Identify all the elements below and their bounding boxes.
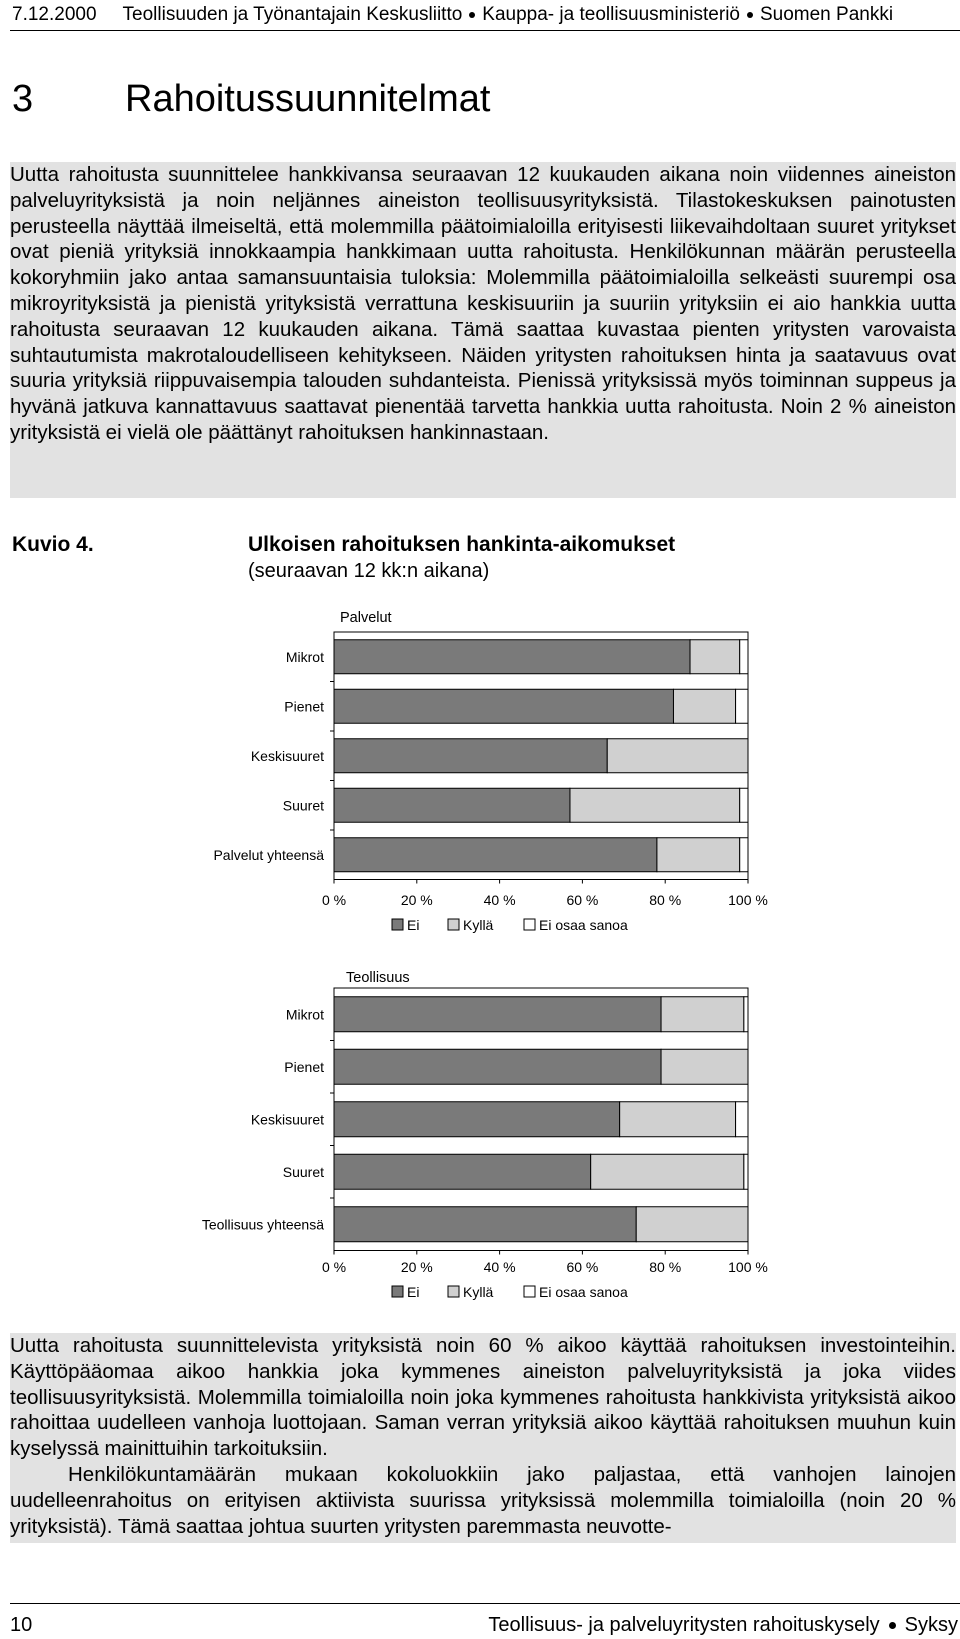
x-tick-label: 40 % [483, 1259, 516, 1275]
legend-label-ei-osaa-sanoa: Ei osaa sanoa [539, 917, 628, 933]
bar-ei-keskisuuret [334, 739, 607, 773]
x-tick-label: 80 % [649, 892, 682, 908]
section-heading [12, 76, 490, 122]
bar-ei-osaa-sanoa-keskisuuret [736, 1102, 748, 1137]
legend-label-ei-osaa-sanoa: Ei osaa sanoa [539, 1284, 628, 1300]
category-label: Keskisuuret [250, 1111, 324, 1128]
category-label: Suuret [282, 1163, 324, 1180]
category-label: Pienet [284, 698, 324, 715]
category-label: Teollisuus yhteensä [201, 1216, 324, 1233]
figure-label: Kuvio 4. [12, 533, 94, 556]
bar-ei-osaa-sanoa-suuret [744, 1154, 748, 1189]
bar-kyll-pienet [673, 689, 735, 723]
x-tick-label: 0 % [321, 892, 347, 908]
x-tick-label: 40 % [483, 892, 516, 908]
x-tick-label: 20 % [400, 892, 433, 908]
bar-kyll-mikrot [690, 640, 740, 674]
legend-swatch-ei-osaa-sanoa [524, 919, 535, 930]
x-tick-label: 60 % [566, 1259, 599, 1275]
bar-ei-palvelut-yhteens [334, 838, 657, 872]
footer-season: Syksy [904, 1614, 958, 1636]
footer-rule [10, 1603, 960, 1604]
paragraph-2b: Henkilökuntamäärän mukaan kokoluokkiin jako paljastaa, että vanhojen lainojen uudelleenrahoitus on erityisen aktiivista suurissa yrityksissä molemmilla toimialoilla (noin 20 % yrityksistä). Tämä saattaa johtua suurten yritysten paremmasta neuvotte- [10, 1462, 956, 1538]
header-org-3: Suomen Pankki [759, 4, 894, 25]
page-number: 10 [10, 1614, 33, 1636]
bar-ei-suuret [334, 788, 570, 822]
chart-title: Palvelut [340, 610, 392, 626]
bullet-dot-icon [889, 1622, 896, 1629]
page-footer [10, 1612, 960, 1639]
page-header [12, 0, 960, 30]
header-rule [10, 30, 960, 31]
section-title: Rahoitussuunnitelmat [125, 78, 491, 120]
legend-label-kyll: Kyllä [463, 1284, 494, 1300]
legend-swatch-kyll [448, 919, 459, 930]
chart-palvelut [0, 600, 960, 945]
bar-kyll-keskisuuret [620, 1102, 736, 1137]
bar-ei-mikrot [334, 640, 690, 674]
x-tick-label: 100 % [728, 1259, 768, 1275]
footer-publication: Teollisuus- ja palveluyritysten rahoituskysely [488, 1614, 880, 1636]
paragraph-2 [10, 1333, 956, 1543]
bar-ei-osaa-sanoa-suuret [740, 788, 748, 822]
bar-ei-teollisuus-yhteens [334, 1207, 636, 1242]
header-date: 7.12.2000 [12, 4, 97, 25]
bar-kyll-keskisuuret [607, 739, 748, 773]
category-label: Pienet [284, 1058, 324, 1075]
bar-ei-osaa-sanoa-palvelut-yhteens [740, 838, 748, 872]
section-number: 3 [12, 78, 34, 120]
category-label: Suuret [282, 797, 324, 814]
paragraph-2a: Uutta rahoitusta suunnittelevista yrityksistä noin 60 % aikoo käyttää rahoituksen investointeihin. Käyttöpääomaa aikoo hankkia joka kymmenes aineiston palveluyrityksistä ja joka viides teollisuusyrityksistä. Molemmilla toimialoilla noin joka kymmenes rahoitusta hankkivista yrityksistä aikoo rahoittaa uudelleen vanhoja luottojaan. Saman verran yrityksiä aikoo käyttää rahoituksen muuhun kuin kyselyssä mainittuihin tarkoituksiin. [10, 1334, 956, 1461]
legend-swatch-ei [392, 919, 403, 930]
bar-ei-osaa-sanoa-mikrot [740, 640, 748, 674]
bar-kyll-suuret [570, 788, 740, 822]
category-label: Mikrot [285, 648, 324, 665]
bar-ei-pienet [334, 689, 673, 723]
category-label: Mikrot [285, 1006, 324, 1023]
figure-subtitle: (seuraavan 12 kk:n aikana) [248, 560, 490, 582]
bar-ei-pienet [334, 1049, 661, 1084]
bar-kyll-pienet [661, 1049, 748, 1084]
x-tick-label: 20 % [400, 1259, 433, 1275]
bar-kyll-palvelut-yhteens [657, 838, 740, 872]
x-tick-label: 100 % [728, 892, 768, 908]
bar-ei-keskisuuret [334, 1102, 620, 1137]
legend-swatch-ei [392, 1286, 403, 1297]
category-label: Palvelut yhteensä [213, 846, 324, 863]
legend-label-kyll: Kyllä [463, 917, 494, 933]
bar-ei-osaa-sanoa-mikrot [744, 997, 748, 1032]
header-org-1: Teollisuuden ja Työnantajain Keskusliitto [122, 4, 463, 25]
x-tick-label: 0 % [321, 1259, 347, 1275]
category-label: Keskisuuret [250, 747, 324, 764]
bullet-dot-icon [747, 12, 753, 18]
bar-kyll-teollisuus-yhteens [636, 1207, 748, 1242]
legend-label-ei: Ei [407, 1284, 420, 1300]
chart-title: Teollisuus [346, 970, 410, 986]
x-tick-label: 80 % [649, 1259, 682, 1275]
bullet-dot-icon [469, 12, 475, 18]
legend-swatch-ei-osaa-sanoa [524, 1286, 535, 1297]
paragraph-1: Uutta rahoitusta suunnittelee hankkivansa seuraavan 12 kuukauden aikana noin viidennes aineiston palveluyrityksistä ja noin neljännes aineiston teollisuusyrityksistä. Tilastokeskuksen painotusten perusteella näyttää ilmeiseltä, että molemmilla päätoimialoilla erityisesti liikevaihdoltaan suuret yritykset ovat pieniä yrityksiä innokkaampia hankkimaan uutta rahoitusta. Henkilökunnan määrän perusteella kokoryhmiin jako antaa samansuuntaisia tuloksia: Molemmilla päätoimialoilla selkeästi suurempi osa mikroyrityksistä ja pienistä yrityksistä verrattuna keskisuuriin ja suuriin yrityksiin ei aio hankkia uutta rahoitusta seuraavan 12 kuukauden aikana. Tämä saattaa kuvastaa pienten yritysten varovaista suhtautumista makrotaloudelliseen kehitykseen. Näiden yritysten rahoituksen hinta ja saatavuus ovat suuria yrityksiä riippuvaisempia talouden suhdanteista. Pienissä yrityksissä myös toiminnan suppeus ja hyvänä jatkuva kannattavuus saattavat pienentää tarvetta hankkia uutta rahoitusta. Noin 2 % aineiston yrityksistä ei vielä ole päättänyt rahoituksen hankinnastaan. [10, 162, 956, 498]
bar-kyll-mikrot [661, 997, 744, 1032]
legend-swatch-kyll [448, 1286, 459, 1297]
chart-teollisuus [0, 965, 960, 1315]
x-tick-label: 60 % [566, 892, 599, 908]
legend-label-ei: Ei [407, 917, 420, 933]
bar-ei-mikrot [334, 997, 661, 1032]
bar-ei-osaa-sanoa-pienet [736, 689, 748, 723]
figure-title: Ulkoisen rahoituksen hankinta-aikomukset [248, 533, 676, 556]
header-org-2: Kauppa- ja teollisuusministeriö [482, 4, 740, 25]
bar-kyll-suuret [591, 1154, 744, 1189]
bar-ei-suuret [334, 1154, 591, 1189]
